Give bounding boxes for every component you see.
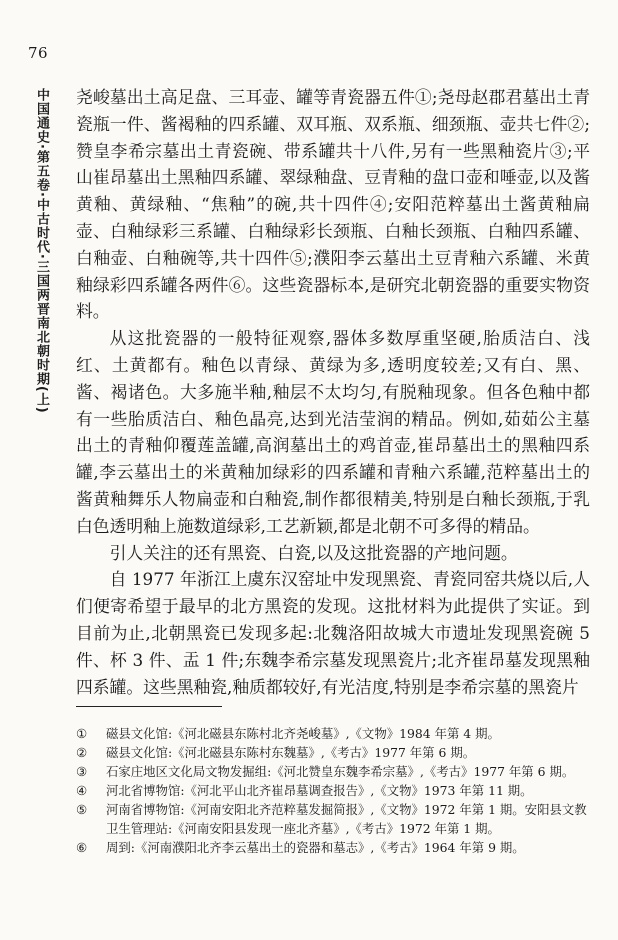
footnote-marker: ③ (76, 764, 88, 779)
footnote-text: 河北省博物馆:《河北平山北齐崔昂墓调查报告》,《文物》1973 年第 11 期。 (106, 783, 533, 798)
paragraph: 从这批瓷器的一般特征观察,器体多数厚重坚硬,胎质洁白、浅红、土黄都有。釉色以青绿、黄绿为多,透明度较差;又有白、黑、酱、褐诸色。大多施半釉,釉层不太均匀,有脱釉现象。但各色釉中都有一些胎质洁白、釉色晶亮,达到光洁莹润的精品。例如,茹茹公主墓出土的青釉仰覆莲盖罐,高润墓出土的鸡首壶,崔昂墓出土的黑釉四系罐,李云墓出土的米黄釉加绿彩的四系罐和青釉六系罐,范粹墓出土的酱黄釉舞乐人物扁壶和白釉瓷,制作都很精美,特别是白釉长颈瓶,于乳白色透明釉上施数道绿彩,工艺新颖,都是北朝不可多得的精品。 (76, 328, 590, 536)
footnote-marker: ⑥ (76, 840, 88, 855)
footnote-text: 磁县文化馆:《河北磁县东陈村北齐尧峻墓》,《文物》1984 年第 4 期。 (106, 726, 500, 741)
footnote-marker: ④ (76, 783, 88, 798)
page-number: 76 (28, 44, 49, 62)
body-text (76, 84, 590, 700)
footnote-marker: ② (76, 745, 88, 760)
footnote (76, 800, 590, 838)
footnote-text: 石家庄地区文化局文物发掘组:《河北赞皇东魏李希宗墓》,《考古》1977 年第 6 期。 (106, 764, 575, 779)
paragraph: 尧峻墓出土高足盘、三耳壶、罐等青瓷器五件①;尧母赵郡君墓出土青瓷瓶一件、酱褐釉的四系罐、双耳瓶、双系瓶、细颈瓶、壶共七件②;赞皇李希宗墓出土青瓷碗、带系罐共十八件,另有一些黑釉瓷片③;平山崔昂墓出土黑釉四系罐、翠绿釉盘、豆青釉的盘口壶和唾壶,以及酱黄釉、黄绿釉、“焦釉”的碗,共十四件④;安阳范粹墓出土酱黄釉扁壶、白釉绿彩三系罐、白釉绿彩长颈瓶、白釉长颈瓶、白釉四系罐、白釉壶、白釉碗等,共十四件⑤;濮阳李云墓出土豆青釉六系罐、米黄釉绿彩四系罐各两件⑥。这些瓷器标本,是研究北朝瓷器的重要实物资料。 (76, 87, 590, 322)
footnote (76, 781, 590, 800)
footnotes (76, 724, 590, 857)
footnote (76, 743, 590, 762)
footnote-rule (76, 706, 222, 707)
footnote (76, 762, 590, 781)
footnote-text: 周到:《河南濮阳北齐李云墓出土的瓷器和墓志》,《考古》1964 年第 9 期。 (106, 840, 525, 855)
footnote (76, 724, 590, 743)
running-head: 中国通史·第五卷·中古时代·三国两晋南北朝时期(上) (34, 88, 49, 414)
footnote-text: 河南省博物馆:《河南安阳北齐范粹墓发掘简报》,《文物》1972 年第 1 期。安阳县文教卫生管理站:《河南安阳县发现一座北齐墓》,《考古》1972 年第 1 期。 (106, 802, 587, 836)
footnote-marker: ⑤ (76, 802, 88, 817)
paragraph: 自 1977 年浙江上虞东汉窑址中发现黑瓷、青瓷同窑共烧以后,人们便寄希望于最早的北方黑瓷的发现。这批材料为此提供了实证。到目前为止,北朝黑瓷已发现多起:北魏洛阳故城大市遗址发现黑瓷碗 5 件、杯 3 件、盂 1 件;东魏李希宗墓发现黑瓷片;北齐崔昂墓发现黑釉四系罐。这些黑釉瓷,釉质都较好,有光洁度,特别是李希宗墓的黑瓷片 (76, 569, 590, 697)
footnote-text: 磁县文化馆:《河北磁县东陈村东魏墓》,《考古》1977 年第 6 期。 (106, 745, 476, 760)
footnote (76, 838, 590, 857)
footnote-marker: ① (76, 726, 88, 741)
paragraph: 引人关注的还有黑瓷、白瓷,以及这批瓷器的产地问题。 (109, 542, 518, 563)
